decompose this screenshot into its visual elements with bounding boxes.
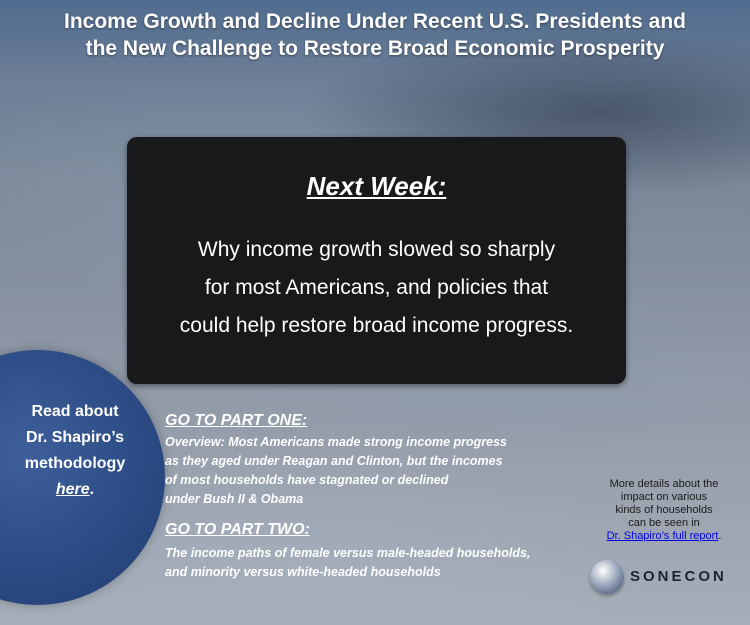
methodology-link-suffix: . — [89, 481, 95, 498]
methodology-here-link[interactable]: here — [55, 481, 90, 498]
announcement-line-1: Why income growth slowed so sharply — [197, 238, 556, 261]
announcement-line-3: could help restore broad income progress. — [179, 314, 574, 337]
part-one-line-2: as they aged under Reagan and Clinton, but the incomes — [165, 454, 503, 468]
part-one-line-4: under Bush II & Obama — [165, 492, 304, 506]
sonecon-logo — [590, 560, 740, 594]
announcement-body — [127, 231, 626, 345]
part-two-line-1: The income paths of female versus male-headed households, — [165, 546, 531, 560]
announcement-line-2: for most Americans, and policies that — [204, 276, 549, 299]
part-one-description — [165, 433, 507, 509]
announcement-heading: Next Week: — [306, 171, 447, 201]
details-link-suffix: . — [718, 530, 722, 542]
details-line-5 — [584, 530, 744, 543]
methodology-text — [0, 399, 150, 503]
methodology-line-1: Read about — [31, 403, 119, 420]
part-one-line-3: of most households have stagnated or declined — [165, 473, 449, 487]
details-line-1: More details about the — [609, 478, 719, 490]
sphere-logo-icon — [590, 560, 624, 594]
part-one-line-1: Overview: Most Americans made strong income progress — [165, 435, 508, 449]
details-line-4: can be seen in — [628, 517, 700, 529]
details-line-3: kinds of households — [615, 504, 713, 516]
full-report-link[interactable]: Dr. Shapiro’s full report — [606, 530, 719, 542]
details-line-2: impact on various — [620, 491, 708, 503]
page-title — [0, 8, 750, 62]
methodology-line-3: methodology — [24, 455, 126, 472]
part-two-description — [165, 544, 530, 582]
go-to-part-one-link[interactable]: GO TO PART ONE: — [165, 412, 308, 429]
page-title-line-1: Income Growth and Decline Under Recent U.S. Presidents and — [64, 10, 686, 33]
methodology-line-4 — [0, 477, 150, 503]
part-two-line-2: and minority versus white-headed households — [165, 565, 441, 579]
report-details — [584, 478, 744, 543]
methodology-line-2: Dr. Shapiro’s — [25, 429, 125, 446]
next-week-announcement — [127, 137, 626, 384]
sonecon-logo-text: SONECON — [630, 568, 727, 585]
page-title-line-2: the New Challenge to Restore Broad Economic Prosperity — [85, 37, 665, 60]
go-to-part-two-link[interactable]: GO TO PART TWO: — [165, 521, 310, 538]
